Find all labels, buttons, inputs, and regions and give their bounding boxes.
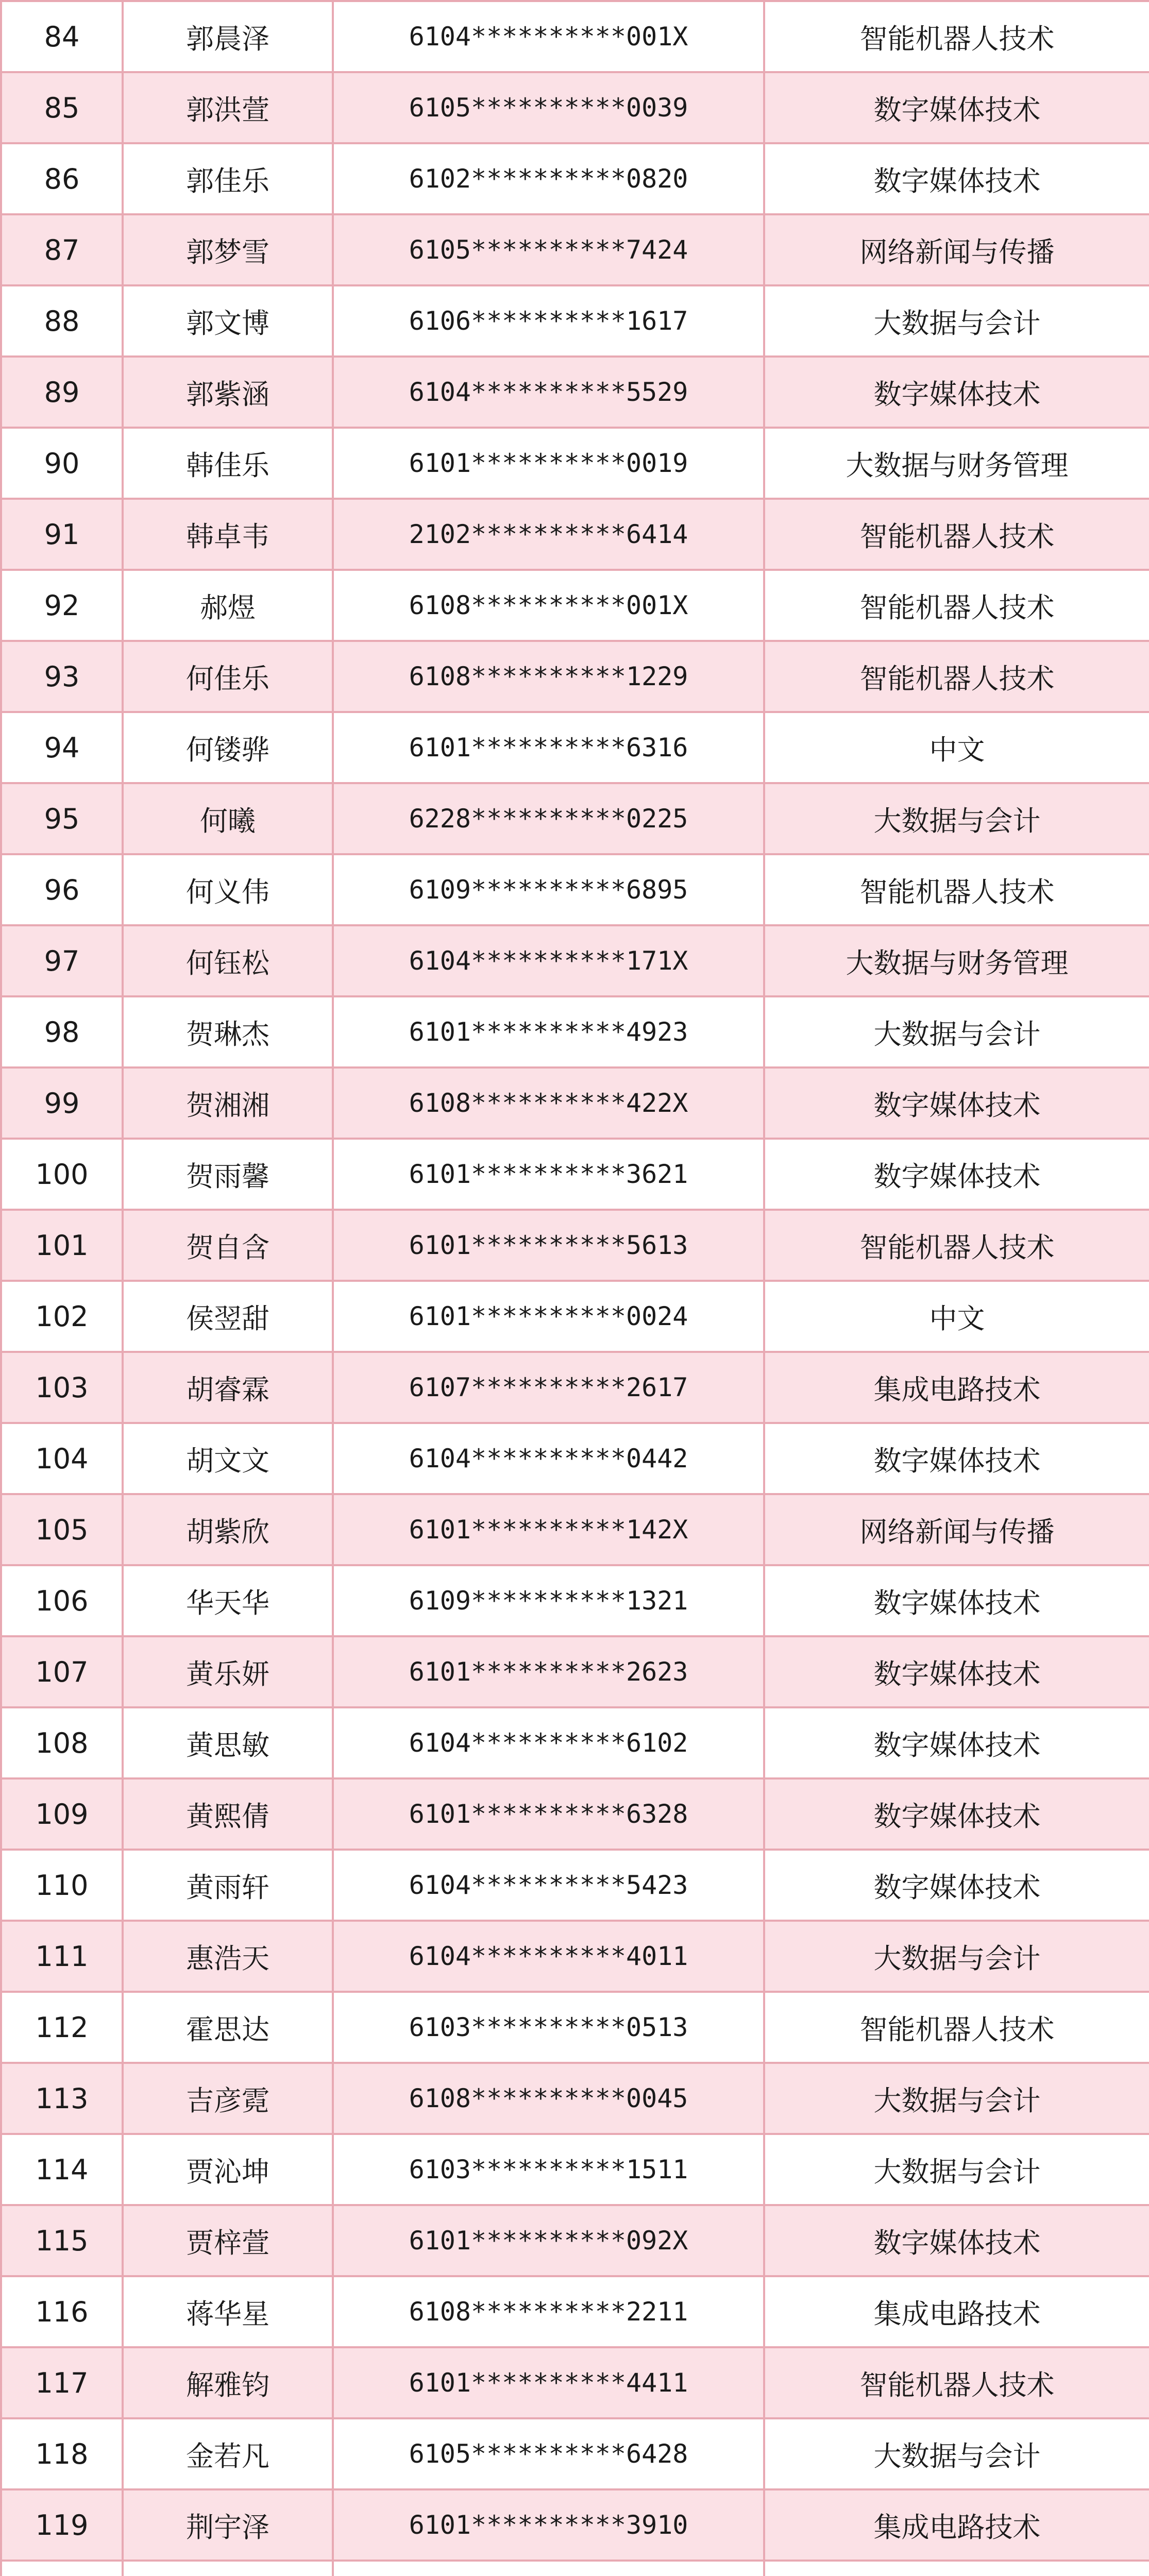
- id-number-cell: [333, 2561, 764, 2576]
- major-cell: 大数据与会计: [764, 2418, 1149, 2489]
- row-number-cell: 108: [1, 1707, 123, 1778]
- major-cell: 大数据与会计: [764, 2134, 1149, 2205]
- student-name-cell: 贺琳杰: [123, 996, 333, 1067]
- major-cell: 集成电路技术: [764, 1352, 1149, 1423]
- row-number-cell: 92: [1, 570, 123, 641]
- id-number-cell: 6104**********171X: [333, 925, 764, 996]
- table-row: [1, 2347, 1149, 2418]
- major-cell: 大数据与会计: [764, 2063, 1149, 2134]
- major-cell: 数字媒体技术: [764, 1707, 1149, 1778]
- table-row: [1, 1494, 1149, 1565]
- table-row: [1, 2561, 1149, 2576]
- row-number-cell: 116: [1, 2276, 123, 2347]
- row-number-cell: 94: [1, 712, 123, 783]
- row-number-cell: 100: [1, 1139, 123, 1210]
- row-number-cell: 111: [1, 1921, 123, 1992]
- major-cell: 大数据与会计: [764, 1921, 1149, 1992]
- id-number-cell: 6103**********1511: [333, 2134, 764, 2205]
- major-cell: 数字媒体技术: [764, 1067, 1149, 1139]
- row-number-cell: 105: [1, 1494, 123, 1565]
- id-number-cell: 6105**********6428: [333, 2418, 764, 2489]
- student-name-cell: 蒋华星: [123, 2276, 333, 2347]
- student-name-cell: 郭文博: [123, 285, 333, 357]
- major-cell: 集成电路技术: [764, 2489, 1149, 2561]
- row-number-cell: 112: [1, 1992, 123, 2063]
- id-number-cell: 6101**********6328: [333, 1778, 764, 1850]
- student-name-cell: 黄思敏: [123, 1707, 333, 1778]
- major-cell: 数字媒体技术: [764, 1139, 1149, 1210]
- table-row: [1, 1281, 1149, 1352]
- roster-table-body: [1, 1, 1149, 2576]
- id-number-cell: 6101**********0019: [333, 428, 764, 499]
- id-number-cell: 6108**********1229: [333, 641, 764, 712]
- row-number-cell: 84: [1, 1, 123, 72]
- row-number-cell: 95: [1, 783, 123, 854]
- major-cell: 智能机器人技术: [764, 499, 1149, 570]
- id-number-cell: 6104**********0442: [333, 1423, 764, 1494]
- id-number-cell: 6101**********2623: [333, 1636, 764, 1707]
- id-number-cell: 6105**********7424: [333, 214, 764, 285]
- table-row: [1, 1067, 1149, 1139]
- row-number-cell: 115: [1, 2205, 123, 2276]
- major-cell: 数字媒体技术: [764, 72, 1149, 143]
- row-number-cell: 98: [1, 996, 123, 1067]
- row-number-cell: 103: [1, 1352, 123, 1423]
- id-number-cell: 6103**********0513: [333, 1992, 764, 2063]
- id-number-cell: 6102**********0820: [333, 143, 764, 214]
- id-number-cell: 6108**********0045: [333, 2063, 764, 2134]
- row-number-cell: 85: [1, 72, 123, 143]
- row-number-cell: 87: [1, 214, 123, 285]
- major-cell: 数字媒体技术: [764, 143, 1149, 214]
- student-name-cell: 黄熙倩: [123, 1778, 333, 1850]
- major-cell: 大数据与会计: [764, 783, 1149, 854]
- table-row: [1, 854, 1149, 925]
- id-number-cell: 6101**********0024: [333, 1281, 764, 1352]
- major-cell: 智能机器人技术: [764, 1, 1149, 72]
- id-number-cell: 6101**********3910: [333, 2489, 764, 2561]
- id-number-cell: 6104**********5423: [333, 1850, 764, 1921]
- major-cell: 数字媒体技术: [764, 357, 1149, 428]
- table-row: [1, 1778, 1149, 1850]
- row-number-cell: 89: [1, 357, 123, 428]
- id-number-cell: 6108**********422X: [333, 1067, 764, 1139]
- student-name-cell: 贺雨馨: [123, 1139, 333, 1210]
- table-row: [1, 1423, 1149, 1494]
- table-row: [1, 1139, 1149, 1210]
- id-number-cell: 6109**********6895: [333, 854, 764, 925]
- major-cell: [764, 2561, 1149, 2576]
- row-number-cell: 97: [1, 925, 123, 996]
- id-number-cell: 6101**********5613: [333, 1210, 764, 1281]
- table-row: [1, 143, 1149, 214]
- table-row: [1, 357, 1149, 428]
- major-cell: 智能机器人技术: [764, 1210, 1149, 1281]
- student-name-cell: 何义伟: [123, 854, 333, 925]
- table-row: [1, 996, 1149, 1067]
- student-name-cell: 郭洪萱: [123, 72, 333, 143]
- major-cell: 网络新闻与传播: [764, 1494, 1149, 1565]
- row-number-cell: 91: [1, 499, 123, 570]
- major-cell: 数字媒体技术: [764, 1423, 1149, 1494]
- table-row: [1, 783, 1149, 854]
- major-cell: 中文: [764, 1281, 1149, 1352]
- student-name-cell: 惠浩天: [123, 1921, 333, 1992]
- row-number-cell: 114: [1, 2134, 123, 2205]
- id-number-cell: 6101**********4411: [333, 2347, 764, 2418]
- row-number-cell: 90: [1, 428, 123, 499]
- table-row: [1, 1565, 1149, 1636]
- major-cell: 大数据与会计: [764, 996, 1149, 1067]
- id-number-cell: 6109**********1321: [333, 1565, 764, 1636]
- student-name-cell: 郭晨泽: [123, 1, 333, 72]
- student-name-cell: 何曦: [123, 783, 333, 854]
- student-name-cell: 华天华: [123, 1565, 333, 1636]
- table-row: [1, 925, 1149, 996]
- student-name-cell: 何佳乐: [123, 641, 333, 712]
- table-row: [1, 1992, 1149, 2063]
- major-cell: 智能机器人技术: [764, 2347, 1149, 2418]
- student-name-cell: 郭紫涵: [123, 357, 333, 428]
- id-number-cell: 6101**********092X: [333, 2205, 764, 2276]
- major-cell: 智能机器人技术: [764, 641, 1149, 712]
- row-number-cell: 101: [1, 1210, 123, 1281]
- student-name-cell: 胡文文: [123, 1423, 333, 1494]
- row-number-cell: 96: [1, 854, 123, 925]
- id-number-cell: 6105**********0039: [333, 72, 764, 143]
- table-row: [1, 72, 1149, 143]
- table-row: [1, 499, 1149, 570]
- major-cell: 集成电路技术: [764, 2276, 1149, 2347]
- row-number-cell: 88: [1, 285, 123, 357]
- id-number-cell: 6107**********2617: [333, 1352, 764, 1423]
- student-name-cell: 郝煜: [123, 570, 333, 641]
- student-name-cell: 侯翌甜: [123, 1281, 333, 1352]
- row-number-cell: 86: [1, 143, 123, 214]
- major-cell: 数字媒体技术: [764, 1636, 1149, 1707]
- row-number-cell: 113: [1, 2063, 123, 2134]
- table-row: [1, 1, 1149, 72]
- table-row: [1, 1636, 1149, 1707]
- major-cell: 数字媒体技术: [764, 1778, 1149, 1850]
- row-number-cell: 93: [1, 641, 123, 712]
- major-cell: 大数据与财务管理: [764, 925, 1149, 996]
- table-row: [1, 2205, 1149, 2276]
- student-name-cell: 黄乐妍: [123, 1636, 333, 1707]
- id-number-cell: 6228**********0225: [333, 783, 764, 854]
- row-number-cell: 106: [1, 1565, 123, 1636]
- id-number-cell: 6104**********4011: [333, 1921, 764, 1992]
- table-row: [1, 641, 1149, 712]
- id-number-cell: 6101**********4923: [333, 996, 764, 1067]
- table-row: [1, 1210, 1149, 1281]
- id-number-cell: 6108**********001X: [333, 570, 764, 641]
- id-number-cell: 6101**********6316: [333, 712, 764, 783]
- student-name-cell: 胡紫欣: [123, 1494, 333, 1565]
- row-number-cell: 99: [1, 1067, 123, 1139]
- table-row: [1, 1921, 1149, 1992]
- id-number-cell: 6104**********5529: [333, 357, 764, 428]
- major-cell: 智能机器人技术: [764, 854, 1149, 925]
- id-number-cell: 6101**********3621: [333, 1139, 764, 1210]
- student-name-cell: 贾梓萱: [123, 2205, 333, 2276]
- row-number-cell: 119: [1, 2489, 123, 2561]
- table-row: [1, 2134, 1149, 2205]
- table-row: [1, 2063, 1149, 2134]
- row-number-cell: 102: [1, 1281, 123, 1352]
- table-row: [1, 2489, 1149, 2561]
- row-number-cell: 104: [1, 1423, 123, 1494]
- row-number-cell: 110: [1, 1850, 123, 1921]
- student-name-cell: 霍思达: [123, 1992, 333, 2063]
- student-name-cell: 郭佳乐: [123, 143, 333, 214]
- major-cell: 数字媒体技术: [764, 1565, 1149, 1636]
- student-name-cell: 韩卓韦: [123, 499, 333, 570]
- id-number-cell: 6104**********001X: [333, 1, 764, 72]
- table-row: [1, 570, 1149, 641]
- student-name-cell: [123, 2561, 333, 2576]
- student-name-cell: 金若凡: [123, 2418, 333, 2489]
- major-cell: 大数据与财务管理: [764, 428, 1149, 499]
- row-number-cell: 117: [1, 2347, 123, 2418]
- row-number-cell: [1, 2561, 123, 2576]
- student-name-cell: 何镂骅: [123, 712, 333, 783]
- student-name-cell: 贾沁坤: [123, 2134, 333, 2205]
- student-name-cell: 解雅钧: [123, 2347, 333, 2418]
- table-row: [1, 1352, 1149, 1423]
- student-name-cell: 贺自含: [123, 1210, 333, 1281]
- row-number-cell: 109: [1, 1778, 123, 1850]
- id-number-cell: 6108**********2211: [333, 2276, 764, 2347]
- id-number-cell: 6104**********6102: [333, 1707, 764, 1778]
- major-cell: 数字媒体技术: [764, 1850, 1149, 1921]
- table-row: [1, 285, 1149, 357]
- table-row: [1, 428, 1149, 499]
- id-number-cell: 2102**********6414: [333, 499, 764, 570]
- row-number-cell: 118: [1, 2418, 123, 2489]
- table-row: [1, 1850, 1149, 1921]
- student-name-cell: 胡睿霖: [123, 1352, 333, 1423]
- major-cell: 中文: [764, 712, 1149, 783]
- table-row: [1, 2276, 1149, 2347]
- table-row: [1, 712, 1149, 783]
- major-cell: 网络新闻与传播: [764, 214, 1149, 285]
- student-name-cell: 黄雨轩: [123, 1850, 333, 1921]
- major-cell: 大数据与会计: [764, 285, 1149, 357]
- student-name-cell: 何钰松: [123, 925, 333, 996]
- student-name-cell: 荆宇泽: [123, 2489, 333, 2561]
- major-cell: 智能机器人技术: [764, 570, 1149, 641]
- student-name-cell: 韩佳乐: [123, 428, 333, 499]
- row-number-cell: 107: [1, 1636, 123, 1707]
- id-number-cell: 6106**********1617: [333, 285, 764, 357]
- major-cell: 数字媒体技术: [764, 2205, 1149, 2276]
- table-row: [1, 2418, 1149, 2489]
- table-row: [1, 1707, 1149, 1778]
- student-name-cell: 吉彦霓: [123, 2063, 333, 2134]
- id-number-cell: 6101**********142X: [333, 1494, 764, 1565]
- student-name-cell: 贺湘湘: [123, 1067, 333, 1139]
- major-cell: 智能机器人技术: [764, 1992, 1149, 2063]
- student-name-cell: 郭梦雪: [123, 214, 333, 285]
- table-row: [1, 214, 1149, 285]
